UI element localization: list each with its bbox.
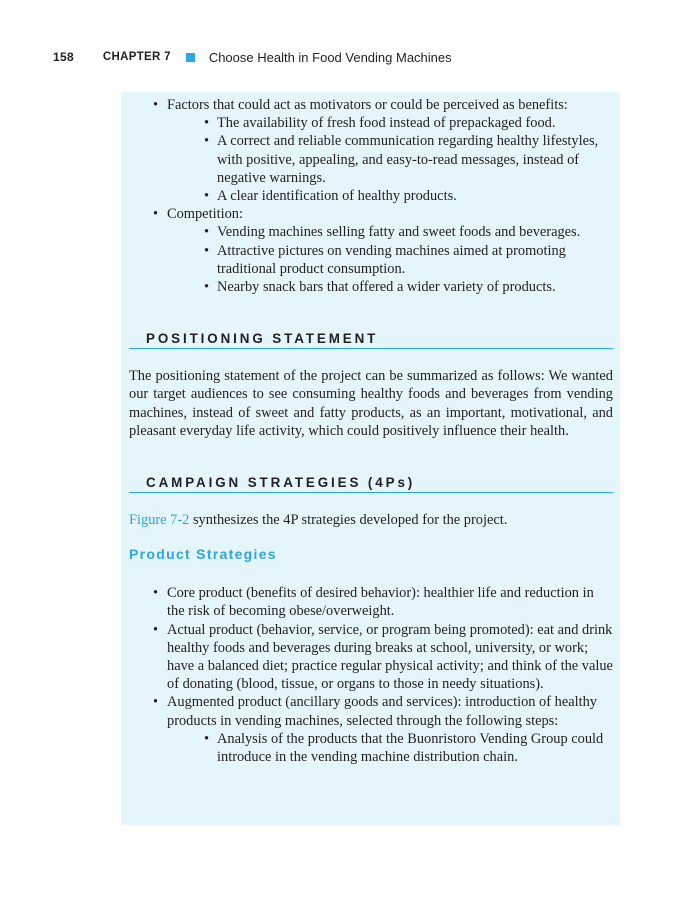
list-item-text: Factors that could act as motivators or could be perceived as benefits: (167, 97, 568, 113)
campaign-intro-text: synthesizes the 4P strategies developed for the project. (189, 512, 508, 529)
list-item (129, 205, 613, 296)
page-number: 158 (53, 50, 74, 64)
list-item-text: Augmented product (ancillary goods and services): introduction of healthy products in vending machines, selected through the following steps: (167, 694, 597, 729)
page-content (129, 96, 613, 766)
positioning-body: The positioning statement of the project can be summarized as follows: We wanted our target audiences to see consuming healthy foods and beverages from vending machines, instead of sweet and fatty products, as an important, motivational, and pleasant everyday life activity, which could positively influence their health. (129, 368, 613, 439)
list-item (129, 96, 613, 205)
list-item (129, 693, 613, 766)
top-list (129, 96, 613, 296)
positioning-heading: POSITIONING STATEMENT (129, 331, 613, 349)
sub-list-item: • Attractive pictures on vending machines aimed at promoting traditional product consumption. (167, 242, 613, 278)
list-item: • Actual product (behavior, service, or program being promoted): eat and drink healthy foods and beverages during breaks at school, university, or work; have a balanced diet; practice regular physical activity; and think of the value of donating (blood, tissue, or organs to those in needy situations). (129, 621, 613, 694)
list-item: • Core product (benefits of desired behavior): healthier life and reduction in the risk of becoming obese/overweight. (129, 584, 613, 620)
sub-list-item: • The availability of fresh food instead of prepackaged food. (167, 114, 613, 132)
figure-link[interactable]: Figure 7-2 (129, 512, 190, 529)
square-bullet-icon (186, 53, 195, 62)
campaign-heading: CAMPAIGN STRATEGIES (4Ps) (129, 475, 613, 493)
sub-list-item: • Nearby snack bars that offered a wider variety of products. (167, 278, 613, 296)
running-header (53, 48, 452, 66)
chapter-label: CHAPTER 7 (102, 51, 171, 63)
product-list (129, 584, 613, 766)
sub-list-item: • A clear identification of healthy products. (167, 187, 613, 205)
product-strategies-heading: Product Strategies (129, 546, 277, 563)
sub-list-item: • Analysis of the products that the Buonristoro Vending Group could introduce in the vending machine distribution chain. (167, 730, 613, 766)
chapter-title: Choose Health in Food Vending Machines (208, 49, 452, 65)
sub-list-item: • Vending machines selling fatty and sweet foods and beverages. (167, 223, 613, 241)
list-item-text: Competition: (167, 206, 243, 223)
campaign-intro (129, 511, 613, 529)
sub-list-item: • A correct and reliable communication regarding healthy lifestyles, with positive, appealing, and easy-to-read messages, instead of negative warnings. (167, 132, 613, 187)
